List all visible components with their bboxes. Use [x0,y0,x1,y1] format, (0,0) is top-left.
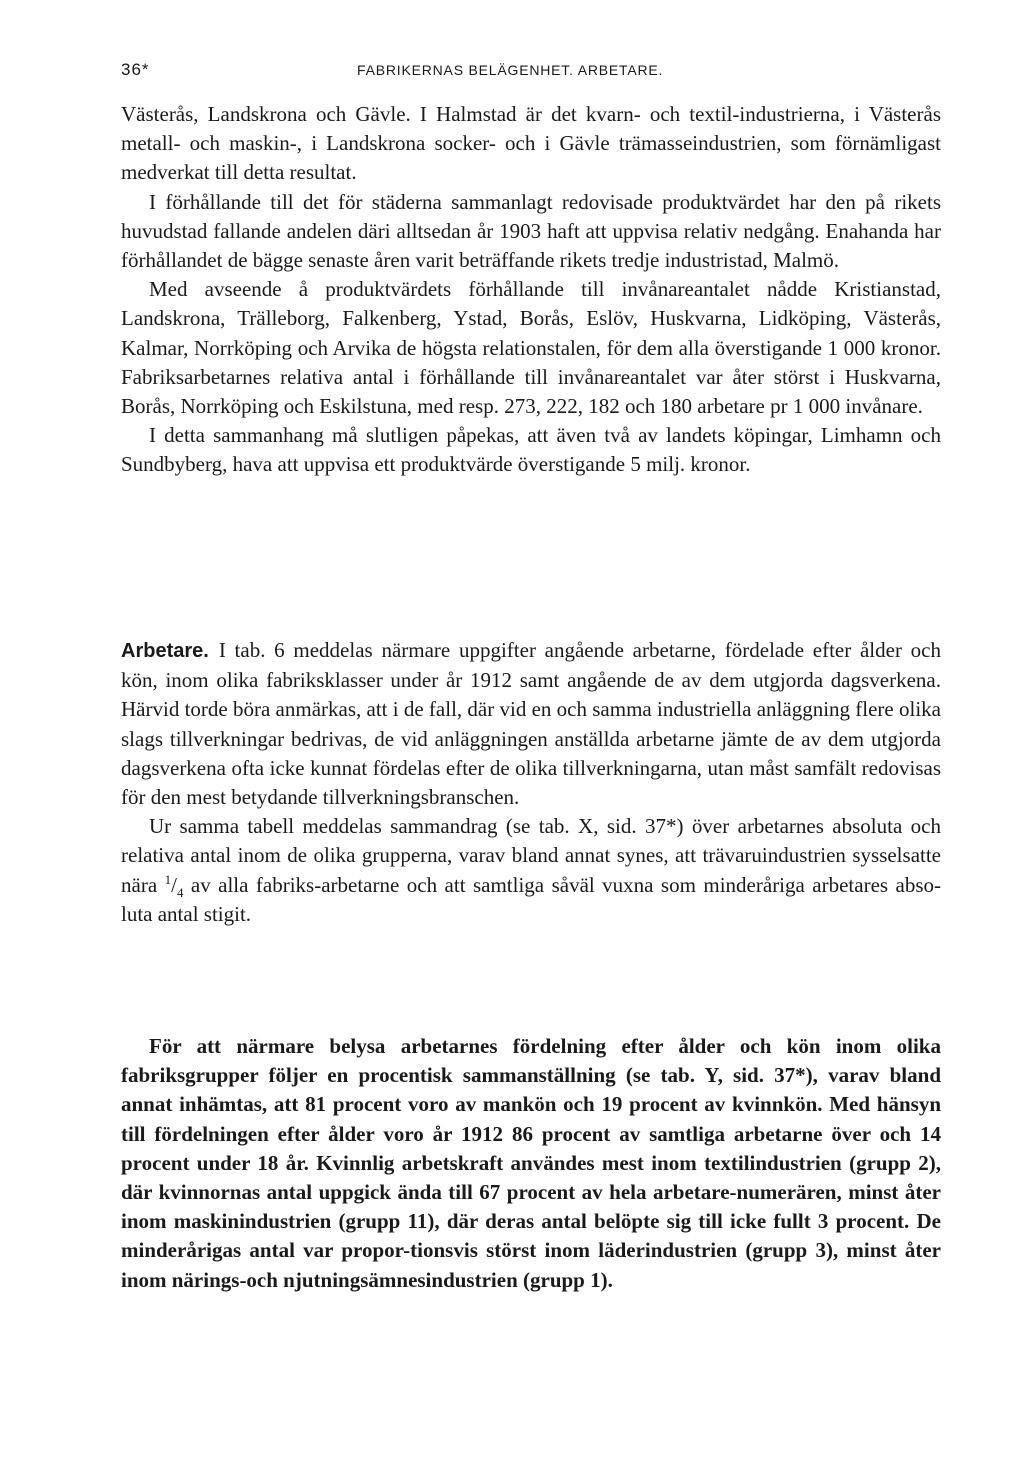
paragraph-per-capita: Med avseende å produktvärdets förhållande till invånareantalet nådde Kristianstad, Landskrona, Trälleborg, Falkenberg, Ystad, Borås, Eslöv, Huskvarna, Lidköping, Västerås, Kalmar, Norrköping och Arvika de högsta relationstalen, för dem alla överstigande 1 000 kronor. Fabriksarbetarnes relativa antal i förhållande till invånareantalet var åter störst i Huskvarna, Borås, Norrköping och Eskilstuna, med resp. 273, 222, 182 och 180 arbetare pr 1 000 invånare. [121,277,941,419]
paragraph-kopingar: I detta sammanhang må slutligen påpekas, att även två av landets köpingar, Limhamn och Sundbyberg, hava att uppvisa ett produktvärde överstigande 5 milj. kronor. [121,423,941,477]
paragraph-capital-share: I förhållande till det för städerna sammanlagt redovisade produktvärdet har den på rikets huvudstad fallande andelen däri alltsedan år 1903 haft att uppvisa relativ nedgång. Enahanda har förhållandet de bägge senaste åren varit beträffande rikets tredje industristad, Malmö. [121,189,941,273]
paragraph-table-6 [121,636,941,812]
fraction-separator: / [171,872,177,897]
section-arbetare [121,636,941,929]
running-title: FABRIKERNAS BELÄGENHET. ARBETARE. [357,62,664,78]
paragraph-table-6-text: I tab. 6 meddelas närmare uppgifter angående arbetarne, fördelade efter ålder och kön, inom olika fabriksklasser under år 1912 samt angående de av dem utgjorda dagsverkena. Härvid torde böra anmärkas, att i de fall, där vid en och samma industriella anläggning flere olika slags tillverkningar bedrivas, de vid anläggningen anställda arbetarne jämte de av dem utgjorda dagsverkena ofta icke kunnat fördelas efter de olika tillverkningarna, utan måst samfält redovisas för den mest betydande tillverkningsbranschen. [121,638,941,810]
section-age-sex-distribution [121,1032,941,1295]
paragraph-cities-industries: Västerås, Landskrona och Gävle. I Halmstad är det kvarn- och textil-industrierna, i Västerås metall- och maskin-, i Landskrona socker- och i Gävle trämasseindustrien, som förnämligast medverkat till detta resultat. [121,102,941,185]
page-number: 36* [121,60,150,79]
paragraph-table-x [121,812,941,929]
paragraph-table-x-text-b: av alla fabriks-arbetarne och att samtliga såväl vuxna som minderåriga arbetares abso-luta antal stigit. [121,872,941,926]
section-production-value [121,100,941,480]
fraction-denominator: 4 [176,884,184,900]
paragraph-table-y: För att närmare belysa arbetarnes fördelning efter ålder och kön inom olika fabriksgrupper följer en procentisk sammanställning (se tab. Y, sid. 37*), varav bland annat inhämtas, att 81 procent voro av mankön och 19 procent av kvinnkön. Med hänsyn till fördelningen efter ålder voro år 1912 86 procent av samtliga arbetarne över och 14 procent under 18 år. Kvinnlig arbetskraft användes mest inom textilindustrien (grupp 2), där kvinnornas antal uppgick ända till 67 procent av hela arbetare-numerären, minst åter inom maskinindustrien (grupp 11), där deras antal belöpte sig till icke fullt 3 procent. De minderårigas antal var propor-tionsvis störst inom läderindustrien (grupp 3), minst åter inom närings-och njutningsämnesindustrien (grupp 1). [121,1034,941,1292]
running-header [121,60,941,84]
fraction-numerator: 1 [164,871,172,887]
section-heading-arbetare: Arbetare. [121,640,209,662]
paragraph-table-x-text-a: Ur samma tabell meddelas sammandrag (se tab. X, sid. 37*) över arbetarnes absoluta och relativa antal inom de olika grupperna, varav bland annat synes, att trävaruindustrien sysselsatte nära [121,814,941,897]
